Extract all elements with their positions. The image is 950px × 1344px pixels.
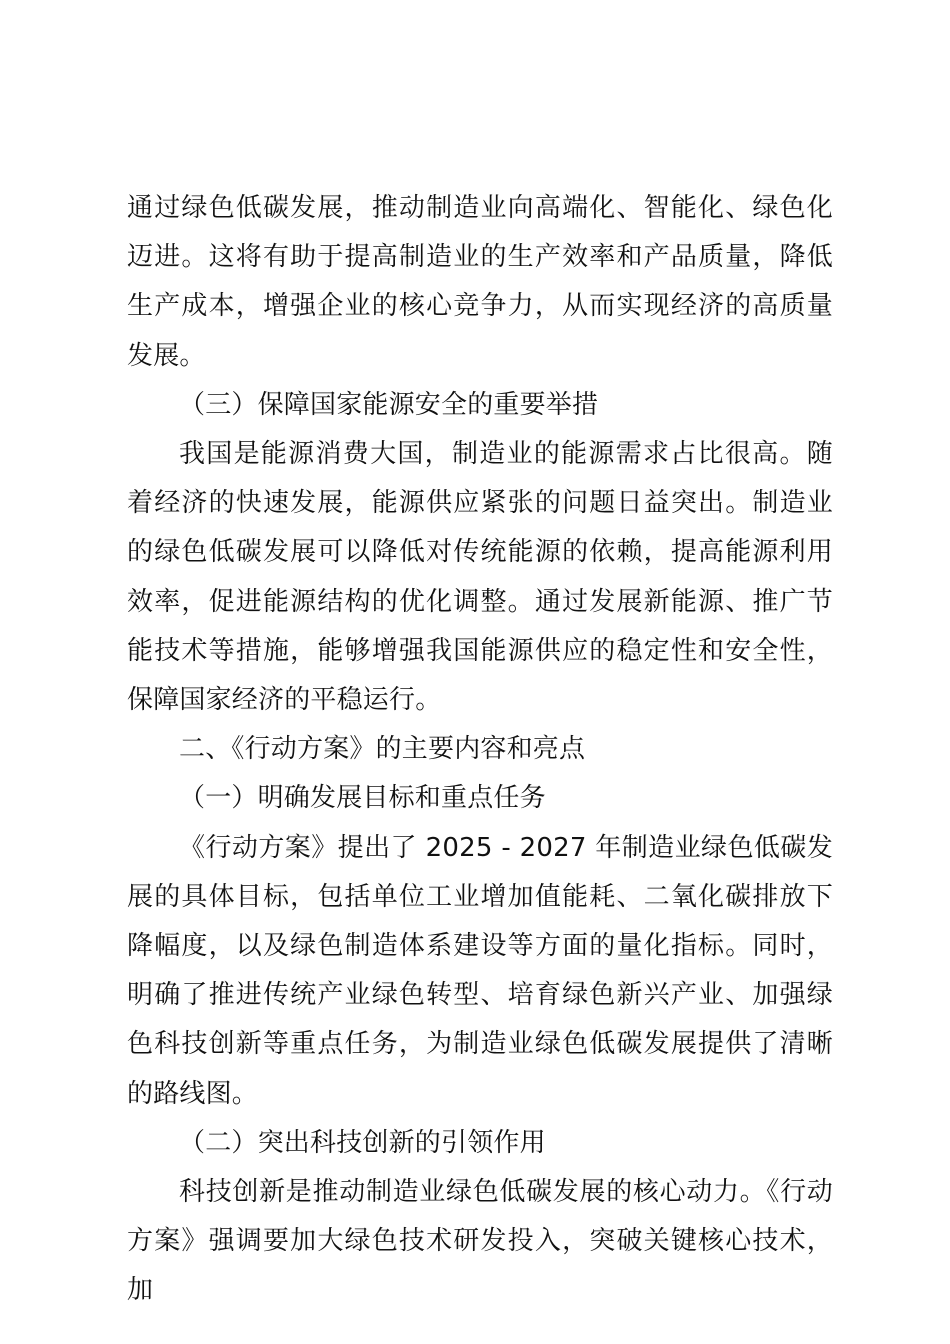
chapter-heading: 二、《行动方案》的主要内容和亮点 [179,734,586,765]
section-heading: （二）突出科技创新的引领作用 [179,1127,546,1158]
section-heading: （三）保障国家能源安全的重要举措 [179,389,599,420]
body-paragraph: 科技创新是推动制造业绿色低碳发展的核心动力。《行动方案》强调要加大绿色技术研发投入，突破关键核心技术，加 [127,1177,833,1306]
section-heading: （一）明确发展目标和重点任务 [179,783,546,814]
document-page [127,184,833,1316]
body-paragraph: 通过绿色低碳发展，推动制造业向高端化、智能化、绿色化迈进。这将有助于提高制造业的生产效率和产品质量，降低生产成本，增强企业的核心竞争力，从而实现经济的高质量发展。 [127,193,833,371]
body-paragraph: 我国是能源消费大国，制造业的能源需求占比很高。随着经济的快速发展，能源供应紧张的问题日益突出。制造业的绿色低碳发展可以降低对传统能源的依赖，提高能源利用效率，促进能源结构的优化调整。通过发展新能源、推广节能技术等措施，能够增强我国能源供应的稳定性和安全性，保障国家经济的平稳运行。 [127,439,833,716]
body-paragraph: 《行动方案》提出了 2025 - 2027 年制造业绿色低碳发展的具体目标，包括单位工业增加值能耗、二氧化碳排放下降幅度，以及绿色制造体系建设等方面的量化指标。同时，明确了推进传统产业绿色转型、培育绿色新兴产业、加强绿色科技创新等重点任务，为制造业绿色低碳发展提供了清晰的路线图。 [127,832,833,1109]
